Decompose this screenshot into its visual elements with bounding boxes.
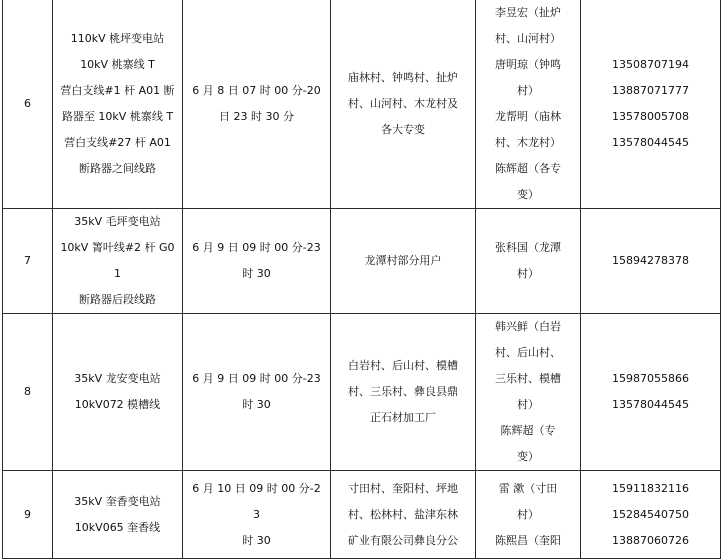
contact-person-text: 村、后山村、 (495, 346, 561, 359)
line-section-text: 断路器后段线路 (79, 293, 156, 306)
contact-person-text: 唐明琼（钟鸣 (495, 58, 561, 71)
line-section-cell (53, 314, 183, 471)
contact-phone-text: 13887071777 (612, 84, 689, 97)
affected-area-text: 矿业有限公司彝良分公 (348, 533, 458, 547)
contact-person-text: 李昱宏（扯炉 (495, 6, 561, 19)
outage-time-text: 6 月 9 日 09 时 00 分-23 (192, 241, 321, 254)
line-section-cell (53, 0, 183, 209)
contact-person-text: 龙帮明（庙林 (495, 110, 561, 123)
contact-person-text: 韩兴鲜（白岩 (495, 320, 561, 333)
affected-area-text: 白岩村、后山村、模槽 (348, 359, 458, 372)
row-index-cell (3, 314, 53, 471)
contact-phone-cell (581, 314, 721, 471)
table-row (3, 471, 721, 559)
row-index-cell (3, 0, 53, 209)
outage-time-cell (183, 471, 331, 559)
line-section-text: 路器至 10kV 桃寨线 T (61, 110, 174, 123)
contact-phone-text: 13578005708 (612, 110, 689, 123)
affected-area-text: 龙潭村部分用户 (364, 254, 442, 267)
contact-person-cell (476, 471, 581, 559)
affected-area-text: 各大专变 (381, 123, 425, 136)
outage-time-cell (183, 0, 331, 209)
line-section-text: 35kV 毛坪变电站 (74, 215, 161, 228)
table-row (3, 209, 721, 314)
contact-person-cell (476, 209, 581, 314)
affected-area-text: 庙林村、钟鸣村、扯炉 (348, 71, 458, 84)
contact-person-text: 村、木龙村） (495, 136, 561, 149)
contact-phone-text: 15284540750 (612, 507, 689, 521)
line-section-text: 10kV 桃寨线 T (80, 58, 155, 71)
table-row (3, 314, 721, 471)
contact-person-text: 张科国（龙潭 (495, 241, 561, 254)
line-section-text: 35kV 奎香变电站 (74, 494, 161, 508)
row-index-text: 6 (24, 97, 31, 110)
outage-time-text: 6 月 10 日 09 时 00 分-23 (192, 481, 321, 521)
outage-time-text: 6 月 8 日 07 时 00 分-20 (192, 84, 321, 97)
line-section-cell (53, 471, 183, 559)
line-section-text: 10kV 箐叶线#2 杆 G01 (60, 241, 175, 280)
affected-area-text: 村、松林村、盐津东林 (348, 507, 458, 521)
contact-person-text: 村） (517, 267, 539, 280)
line-section-text: 35kV 龙安变电站 (74, 372, 161, 385)
contact-phone-text: 13508707194 (612, 58, 689, 71)
contact-phone-text: 13578044545 (612, 398, 689, 411)
power-outage-table (2, 0, 721, 559)
contact-person-text: 变） (517, 188, 539, 201)
outage-time-text: 6 月 9 日 09 时 00 分-23 (192, 372, 321, 385)
outage-time-cell (183, 314, 331, 471)
line-section-text: 营白支线#27 杆 A01 (64, 136, 171, 149)
affected-area-text: 寸田村、奎阳村、坪地 (348, 481, 458, 495)
contact-person-text: 三乐村、模槽 (495, 372, 561, 385)
contact-person-text: 村、山河村） (495, 32, 561, 45)
affected-area-cell (331, 209, 476, 314)
contact-person-text: 陈熙昌（奎阳 (495, 533, 561, 547)
line-section-text: 110kV 桃坪变电站 (70, 32, 165, 45)
row-index-cell (3, 471, 53, 559)
contact-person-text: 陈辉超（专 (500, 424, 556, 437)
contact-person-text: 陈辉超（各专 (495, 162, 561, 175)
contact-phone-text: 13578044545 (612, 136, 689, 149)
contact-person-text: 雷 漱（寸田 (498, 481, 558, 495)
affected-area-text: 村、山河村、木龙村及 (348, 97, 458, 110)
affected-area-cell (331, 471, 476, 559)
line-section-text: 10kV065 奎香线 (74, 520, 161, 534)
contact-phone-text: 15987055866 (612, 372, 689, 385)
row-index-cell (3, 209, 53, 314)
affected-area-cell (331, 0, 476, 209)
row-index-text: 7 (24, 254, 31, 267)
contact-phone-cell (581, 471, 721, 559)
outage-time-text: 日 23 时 30 分 (219, 110, 294, 123)
contact-person-text: 村） (517, 507, 539, 521)
affected-area-text: 正石材加工厂 (370, 411, 436, 424)
outage-time-text: 时 30 (242, 398, 271, 411)
outage-time-text: 时 30 (242, 267, 271, 280)
contact-phone-text: 13887060726 (612, 533, 689, 547)
table-row (3, 0, 721, 209)
contact-person-cell (476, 314, 581, 471)
row-index-text: 9 (24, 507, 31, 521)
outage-time-cell (183, 209, 331, 314)
row-index-text: 8 (24, 385, 31, 398)
outage-time-text: 时 30 (242, 533, 271, 547)
contact-phone-text: 15911832116 (612, 481, 689, 495)
contact-person-text: 村） (517, 398, 539, 411)
table-body (3, 0, 721, 559)
affected-area-cell (331, 314, 476, 471)
contact-person-cell (476, 0, 581, 209)
line-section-text: 10kV072 模槽线 (74, 398, 161, 411)
contact-phone-cell (581, 0, 721, 209)
affected-area-text: 村、三乐村、彝良县鼎 (348, 385, 458, 398)
line-section-text: 断路器之间线路 (79, 162, 156, 175)
contact-person-text: 村） (517, 84, 539, 97)
contact-phone-text: 15894278378 (612, 254, 689, 267)
contact-phone-cell (581, 209, 721, 314)
line-section-text: 营白支线#1 杆 A01 断 (60, 84, 175, 97)
contact-person-text: 变） (517, 450, 539, 463)
line-section-cell (53, 209, 183, 314)
